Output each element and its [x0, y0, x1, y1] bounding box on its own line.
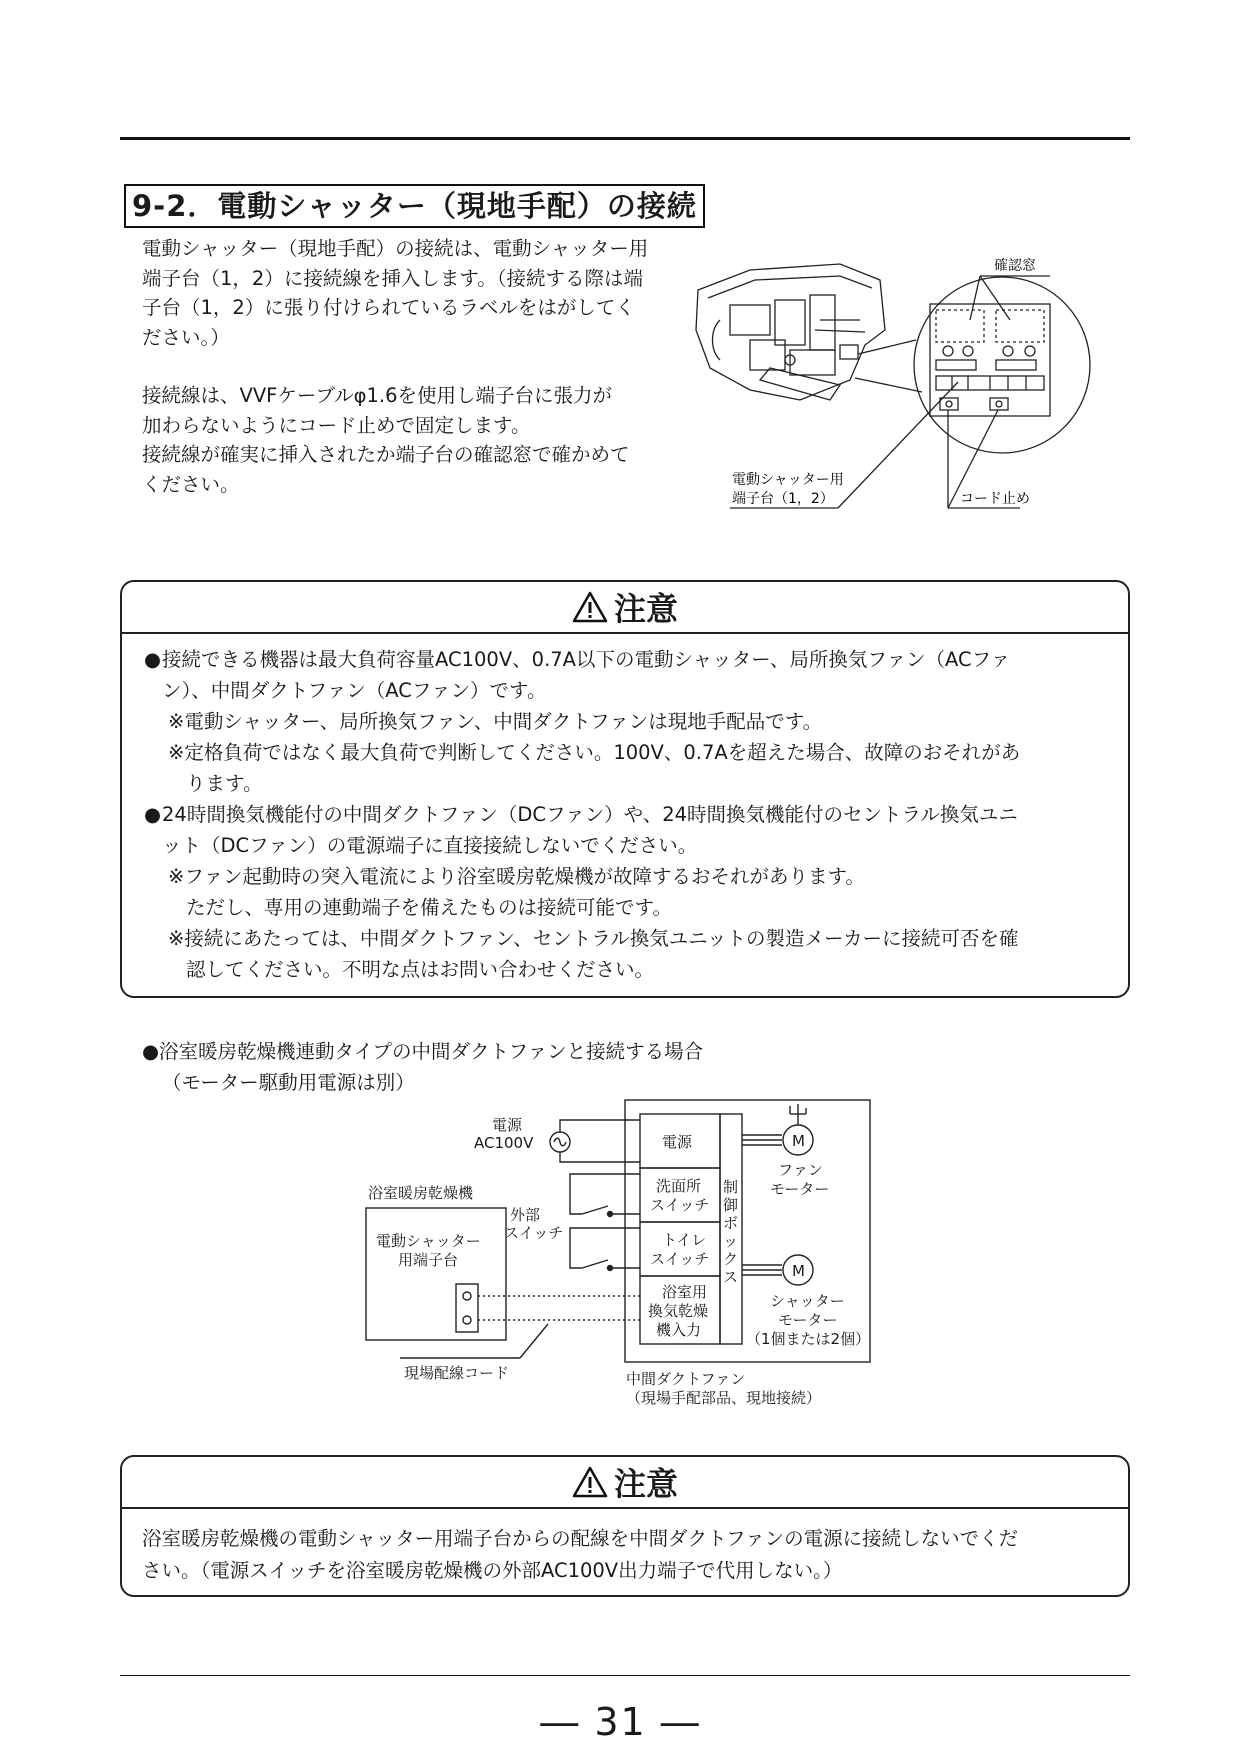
diagram-heading: [142, 1036, 703, 1098]
control-box-char: ク: [723, 1250, 739, 1268]
bullet-dot-icon: ●: [144, 803, 162, 826]
caution-bullet: [144, 644, 1108, 706]
control-box-char: ッ: [723, 1232, 739, 1250]
shutter-terminal-label-2: 用端子台: [398, 1251, 459, 1269]
block-washroom: 洗面所: [656, 1177, 702, 1195]
site-cord-label: 現場配線コード: [404, 1364, 510, 1382]
diagram-heading-line: （モーター駆動用電源は別）: [162, 1071, 415, 1094]
block-bath-3: 機入力: [656, 1321, 702, 1339]
shutter-motor-label: シャッター: [770, 1292, 845, 1310]
caution-text: ただし、専用の連動端子を備えたものは接続可能です。: [186, 896, 672, 919]
bottom-rule: [120, 1675, 1130, 1676]
section-title: 9-2．電動シャッター（現地手配）の接続: [124, 184, 705, 228]
caution-text: 認してください。不明な点はお問い合わせください。: [186, 958, 655, 981]
caution-heading: [122, 582, 1128, 634]
caution-text: さい。（電源スイッチを浴室暖房乾燥機の外部AC100V出力端子で代用しない。）: [142, 1559, 843, 1582]
fan-motor-label: ファン: [778, 1161, 823, 1179]
label-shutter-terminal: 電動シャッター用: [732, 472, 844, 488]
caution-note: [144, 737, 1108, 799]
intro-line: 端子台（1，2）に接続線を挿入します。（接続する際は端: [142, 266, 644, 290]
caution-text: ット（DCファン）の電源端子に直接接続しないでください。: [162, 834, 698, 857]
caution-2-text: [122, 1509, 1128, 1601]
caution-note: [144, 923, 1108, 985]
intro-text: [142, 234, 682, 499]
label-cord-stop: コード止め: [960, 491, 1030, 507]
caution-title: 注意: [613, 590, 678, 628]
warning-triangle-icon: [572, 1466, 608, 1498]
caution-heading: [122, 1457, 1128, 1509]
caution-note: [144, 706, 1108, 737]
ext-switch-label-2: スイッチ: [504, 1224, 564, 1242]
caution-text: 接続できる機器は最大負荷容量AC100V、0.7A以下の電動シャッター、局所換気ファン（ACファ: [162, 648, 1011, 671]
top-rule: [120, 137, 1130, 140]
control-box-char: ス: [723, 1268, 739, 1286]
intro-line: ください。: [142, 472, 240, 496]
block-toilet-2: スイッチ: [650, 1250, 710, 1268]
terminal-illustration: [690, 250, 1130, 525]
intro-line: 接続線は、VVFケーブルφ1.6を使用し端子台に張力が: [142, 384, 613, 407]
caution-title: 注意: [613, 1465, 678, 1503]
ext-switch-label: 外部: [510, 1206, 541, 1224]
intro-line: 接続線が確実に挿入されたか端子台の確認窓で確かめて: [142, 443, 630, 466]
power-voltage: AC100V: [474, 1134, 534, 1152]
bullet-dot-icon: ●: [144, 648, 162, 671]
warning-triangle-icon: [572, 591, 608, 623]
caution-box-2: [120, 1455, 1130, 1597]
wiring-diagram: [360, 1090, 880, 1430]
label-confirm-window: 確認窓: [994, 258, 1036, 274]
duct-fan-label-2: （現場手配部品、現地接続）: [626, 1389, 822, 1407]
power-label: 電源: [492, 1116, 523, 1134]
control-box-char: ボ: [723, 1214, 739, 1232]
caution-text: ※定格負荷ではなく最大負荷で判断してください。100V、0.7Aを超えた場合、故障のおそれがあ: [168, 741, 1021, 764]
page-number: ― 31 ―: [540, 1700, 701, 1744]
intro-line: ださい。）: [142, 325, 230, 349]
dryer-label: 浴室暖房乾燥機: [368, 1184, 474, 1202]
caution-note: [144, 861, 1108, 923]
block-washroom-2: スイッチ: [650, 1196, 710, 1214]
caution-text: ※ファン起動時の突入電流により浴室暖房乾燥機が故障するおそれがあります。: [168, 865, 865, 888]
label-shutter-terminal-2: 端子台（1，2）: [732, 491, 834, 507]
caution-text: ※電動シャッター、局所換気ファン、中間ダクトファンは現地手配品です。: [168, 710, 823, 733]
caution-text: ります。: [186, 772, 263, 795]
shutter-motor-symbol: M: [792, 1262, 805, 1280]
fan-motor-symbol: M: [792, 1132, 805, 1150]
intro-line: 子台（1，2）に張り付けられているラベルをはがしてく: [142, 296, 635, 319]
diagram-heading-line: ●浴室暖房乾燥機連動タイプの中間ダクトファンと接続する場合: [142, 1040, 704, 1063]
caution-bullet: [144, 799, 1108, 861]
block-bath: 浴室用: [662, 1283, 708, 1301]
control-box-char: 御: [723, 1196, 739, 1214]
block-bath-2: 換気乾燥: [648, 1302, 709, 1320]
intro-line: 加わらないようにコード止めで固定します。: [142, 413, 531, 437]
shutter-motor-label-3: （1個または2個）: [746, 1330, 871, 1348]
caution-text: ン）、中間ダクトファン（ACファン）です。: [162, 679, 547, 702]
block-toilet: トイレ: [662, 1231, 707, 1249]
fan-motor-label-2: モーター: [770, 1180, 830, 1198]
caution-text: 浴室暖房乾燥機の電動シャッター用端子台からの配線を中間ダクトファンの電源に接続しないでくだ: [142, 1527, 1019, 1550]
control-box-char: 制: [723, 1178, 739, 1196]
shutter-motor-label-2: モーター: [778, 1311, 838, 1329]
caution-text: ※接続にあたっては、中間ダクトファン、セントラル換気ユニットの製造メーカーに接続可否を確: [168, 927, 1019, 950]
block-power: 電源: [662, 1133, 693, 1151]
caution-text: 24時間換気機能付の中間ダクトファン（DCファン）や、24時間換気機能付のセントラル換気ユニ: [162, 803, 1018, 826]
duct-fan-label: 中間ダクトファン: [626, 1370, 746, 1388]
caution-list: [122, 634, 1128, 985]
shutter-terminal-label: 電動シャッター: [376, 1232, 481, 1250]
intro-line: 電動シャッター（現地手配）の接続は、電動シャッター用: [142, 237, 649, 260]
caution-box-1: [120, 580, 1130, 998]
